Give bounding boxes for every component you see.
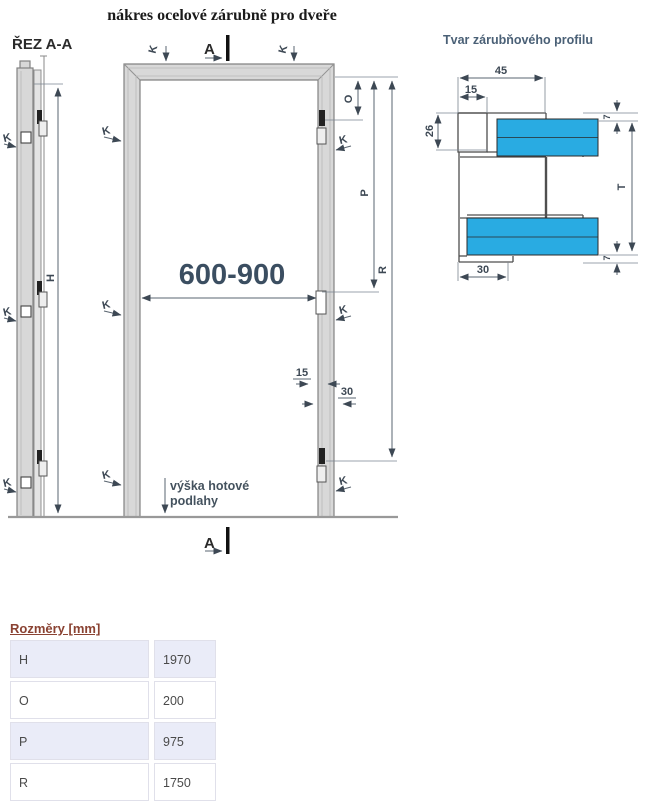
front-view [101, 35, 398, 554]
seal-gap-dim: 7 [602, 255, 612, 261]
profile-title: Tvar zárubňového profilu [443, 33, 594, 47]
dimension-R [326, 81, 397, 461]
table-title: Rozměry [mm] [10, 621, 101, 636]
anchor-label: K [276, 43, 291, 55]
rebate-dim-value: 15 [295, 367, 309, 379]
anchor-marker [2, 305, 16, 321]
profile-width-dim: 45 [494, 65, 508, 77]
anchor-marker [101, 468, 121, 485]
table-row [10, 681, 216, 719]
profile-depth-dim: 26 [424, 124, 436, 138]
anchor-marker [101, 124, 121, 141]
dimension-O [325, 77, 398, 120]
floor-note-line1: výška hotové [170, 479, 250, 493]
anchor-label: K [1, 131, 13, 146]
face-dim-value: 30 [340, 386, 354, 398]
dim-label-O: O [343, 94, 355, 104]
dimension-26 [424, 113, 487, 150]
anchor-marker [336, 133, 351, 150]
row-label: O [10, 681, 149, 719]
profile-height-dim-label: T [616, 183, 628, 191]
anchor-marker [147, 44, 166, 61]
table-row [10, 640, 216, 678]
floor-note-line2: podlahy [170, 494, 218, 508]
hinge [37, 281, 47, 307]
row-value: 1970 [154, 640, 216, 678]
dim-label-P: P [359, 189, 371, 197]
anchor-pocket [21, 132, 31, 143]
section-view-label: ŘEZ A-A [12, 36, 73, 53]
profile-view [424, 33, 638, 281]
anchor-label: K [337, 133, 349, 148]
anchor-label: K [1, 305, 13, 320]
anchor-pocket [21, 306, 31, 317]
row-label: P [10, 722, 149, 760]
profile-rebate-box [458, 113, 487, 152]
row-value: 200 [154, 681, 216, 719]
strike-plate [316, 291, 326, 314]
hinge [37, 450, 47, 476]
row-label: H [10, 640, 149, 678]
anchor-label: K [100, 124, 112, 139]
hinge [37, 110, 47, 136]
dim-label-H: H [45, 274, 57, 282]
anchor-label: K [337, 474, 349, 489]
row-value: 1750 [154, 763, 216, 801]
section-cut-label: A [204, 41, 215, 58]
section-cut-label: A [204, 535, 215, 552]
table-row [10, 763, 216, 801]
anchor-label: K [146, 43, 161, 55]
anchor-marker [101, 298, 121, 315]
anchor-marker [336, 303, 351, 320]
anchor-label: K [100, 468, 112, 483]
anchor-marker [277, 44, 294, 61]
row-value: 975 [154, 722, 216, 760]
drawing-title: nákres ocelové zárubně pro dveře [107, 7, 337, 24]
anchor-label: K [337, 303, 349, 318]
floor-note [165, 478, 249, 513]
anchor-marker [2, 476, 16, 492]
width-dim-value: 600-900 [178, 259, 286, 291]
door-seal-top [497, 119, 598, 156]
row-label: R [10, 763, 149, 801]
section-cut-marker-top [204, 35, 230, 61]
profile-rebate-dim: 15 [464, 84, 478, 96]
anchor-marker [2, 131, 16, 147]
dimension-15 [460, 84, 487, 113]
anchor-pocket [21, 477, 31, 488]
dim-label-R: R [377, 266, 389, 274]
anchor-label: K [100, 298, 112, 313]
door-seal-bottom [467, 218, 598, 255]
dimension-width [142, 259, 316, 298]
seal-gap-dim: 7 [602, 114, 612, 120]
dimension-30 [458, 262, 508, 281]
section-cut-marker-bottom [204, 527, 230, 554]
dimensions-table [10, 621, 216, 804]
section-view [2, 35, 72, 517]
profile-bottom-dim: 30 [476, 264, 490, 276]
anchor-marker [336, 474, 351, 491]
table-row [10, 722, 216, 760]
anchor-label: K [1, 476, 13, 491]
